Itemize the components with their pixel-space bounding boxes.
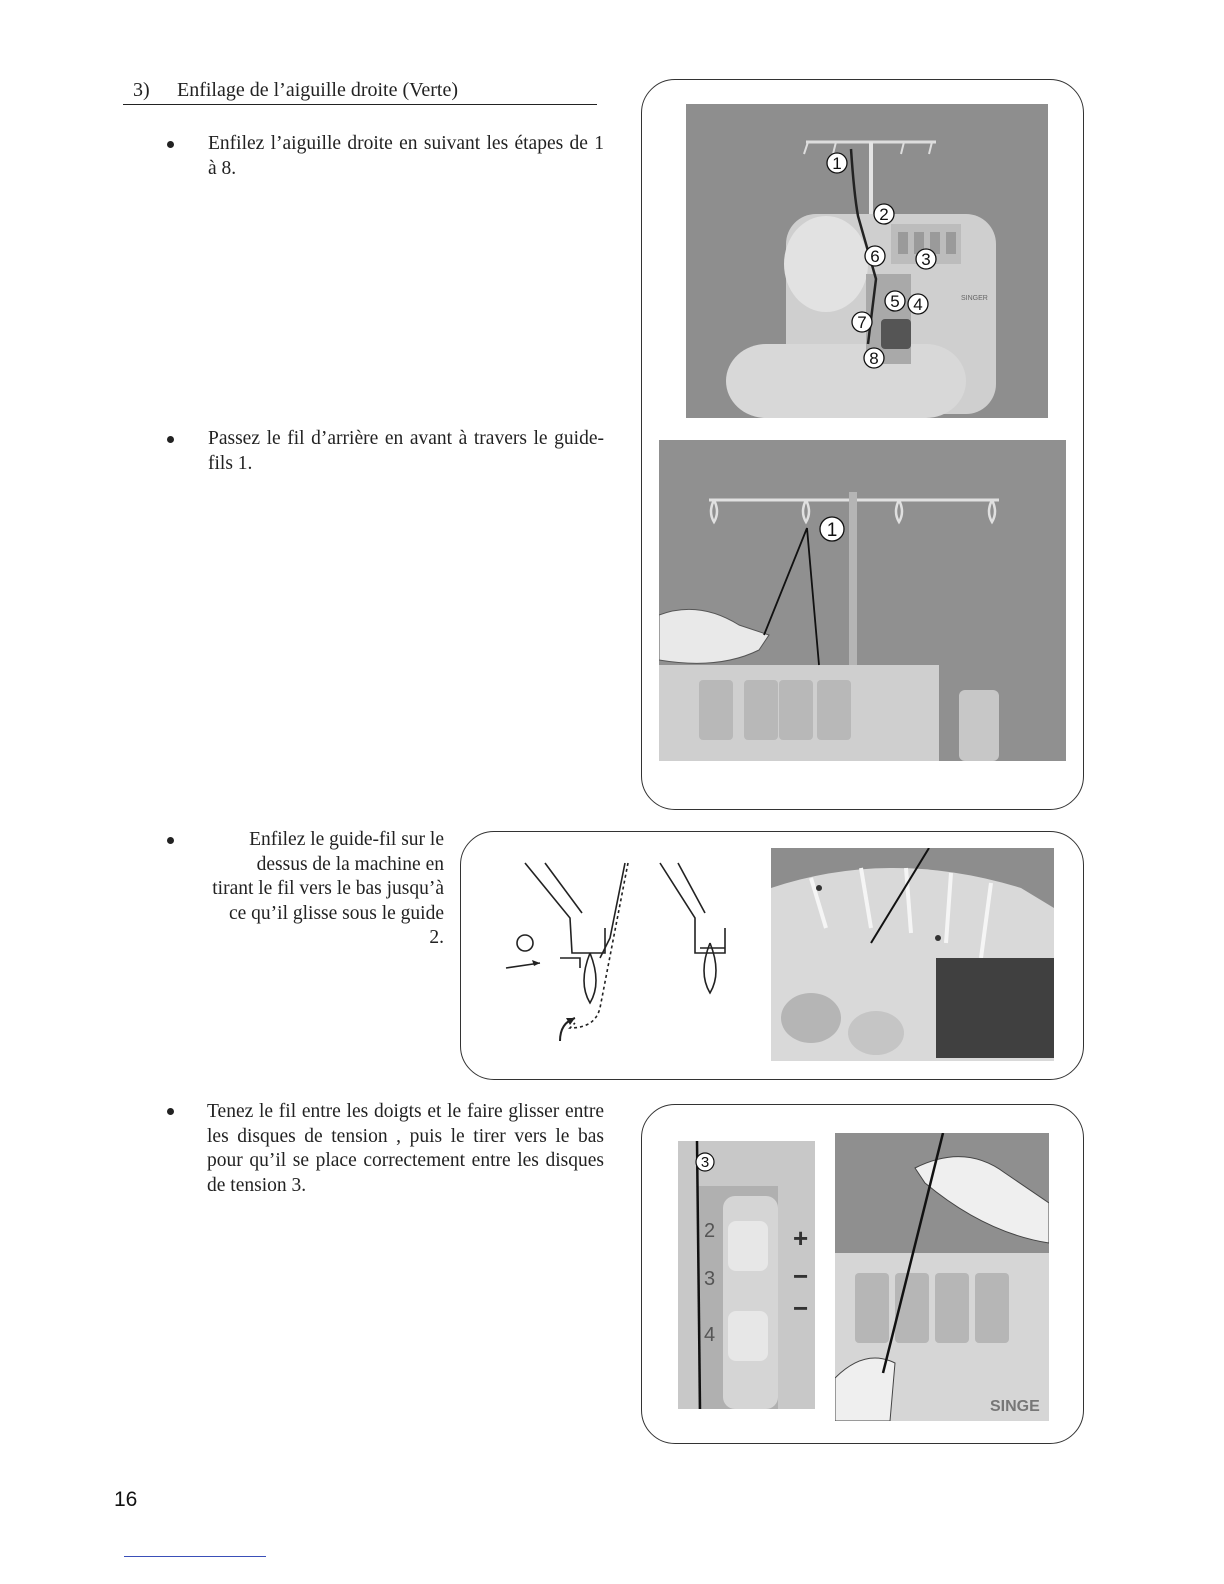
marker-5: 5 (890, 292, 900, 311)
step-4-text: Tenez le fil entre les doigts et le faire glisser entre les disques de tension , puis le tirer vers le bas pour qu’il se place correctement entre les disques de tension 3. (207, 1101, 604, 1196)
marker-4: 4 (913, 295, 923, 314)
serger-overview-image (686, 104, 1048, 418)
marker-1: 1 (832, 154, 842, 173)
section-title: Enfilage de l’aiguille droite (Verte) (177, 79, 458, 101)
bullet-dot (167, 141, 174, 148)
bullet-dot (167, 837, 174, 844)
marker-7: 7 (857, 313, 867, 332)
dial-number-2: 2 (704, 1220, 716, 1242)
minus-sign-2: − (793, 1293, 809, 1323)
thread-guide-image (659, 440, 1066, 761)
marker-1: 1 (826, 520, 838, 541)
top-guide-image (771, 848, 1054, 1061)
step-1-text: Enfilez l’aiguille droite en suivant les étapes de 1 à 8. (208, 133, 604, 179)
bullet-dot (167, 1108, 174, 1115)
plus-sign: + (793, 1223, 809, 1253)
bullet-dot (167, 436, 174, 443)
brand-label: SINGER (961, 295, 988, 302)
brand-label: SINGE (990, 1398, 1040, 1415)
marker-6: 6 (870, 247, 880, 266)
marker-2: 2 (879, 205, 889, 224)
step-3-text: Enfilez le guide-fil sur le dessus de la machine en tirant le fil vers le bas jusqu’à ce qu’il glisse sous le guide 2. (212, 829, 444, 948)
dial-number-4: 4 (704, 1324, 716, 1346)
footer-line (124, 1556, 266, 1557)
dial-number-3: 3 (704, 1268, 716, 1290)
section-number: 3) (133, 79, 150, 101)
step-2-text: Passez le fil d’arrière en avant à travers le guide-fils 1. (208, 428, 604, 474)
marker-8: 8 (869, 349, 879, 368)
minus-sign-1: − (793, 1261, 809, 1291)
section-heading (123, 78, 597, 105)
marker-3: 3 (700, 1154, 710, 1171)
guide-diagram (500, 858, 750, 1058)
tension-dial-image (678, 1141, 815, 1409)
page-number: 16 (114, 1488, 138, 1511)
hand-thread-image (835, 1133, 1049, 1421)
marker-3: 3 (921, 250, 931, 269)
